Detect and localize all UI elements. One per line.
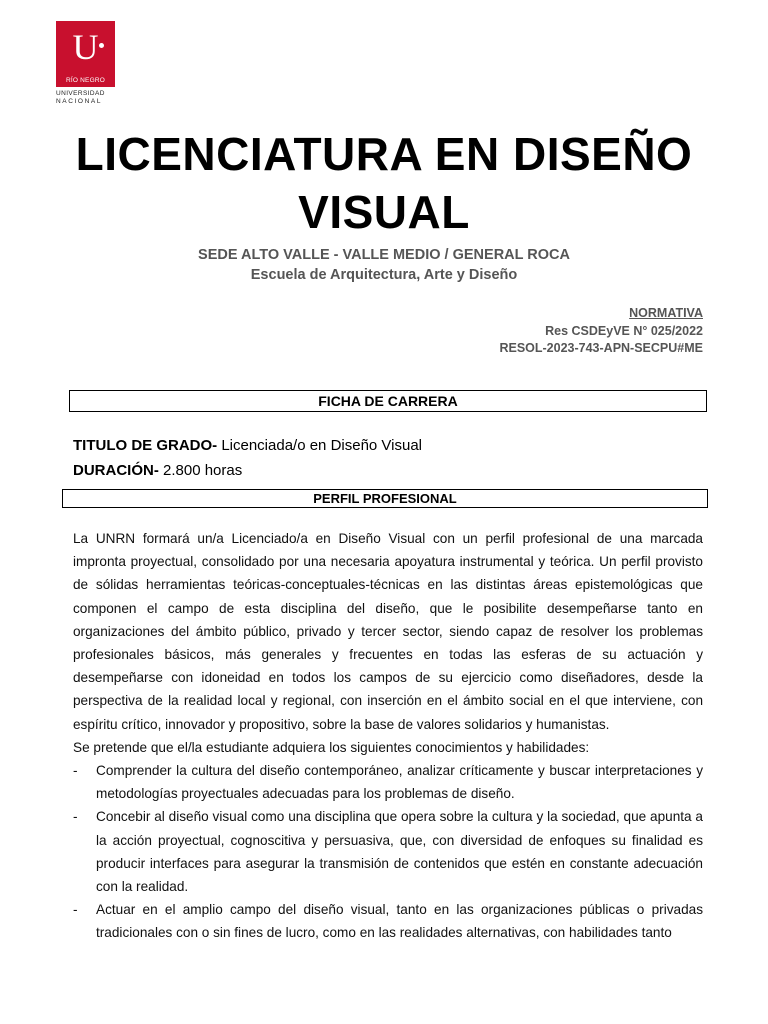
titulo-label: TITULO DE GRADO- [73,437,218,454]
perfil-body [73,527,703,945]
logo-nacional: NACIONAL [56,98,103,105]
bullet-marker: - [73,763,78,779]
list-item [73,805,703,898]
escuela-subtitle: Escuela de Arquitectura, Arte y Diseño [250,267,518,283]
perfil-profesional-heading: PERFIL PROFESIONAL [62,489,708,508]
logo-letter: U [72,27,99,67]
bullet-marker: - [73,809,78,825]
list-item-text: Comprender la cultura del diseño contemporáneo, analizar críticamente y buscar interpretaciones y metodologías proyectuales adecuadas para los problemas de diseño. [96,763,703,802]
titulo-de-grado [73,437,422,454]
ficha-de-carrera-heading: FICHA DE CARRERA [69,390,707,412]
normativa-resolution-1: Res CSDEyVE N° 025/2022 [545,324,703,338]
page-title: LICENCIATURA EN DISEÑO VISUAL [75,128,693,238]
bullet-marker: - [73,902,78,918]
list-item [73,898,703,944]
perfil-intro: Se pretende que el/la estudiante adquiera los siguientes conocimientos y habilidades: [73,739,590,755]
list-item-text: Actuar en el amplio campo del diseño visual, tanto en las organizaciones públicas o privadas tradicionales con o sin fines de lucro, como en las realidades alternativas, con habilidades tanto [96,902,703,941]
perfil-paragraph: La UNRN formará un/a Licenciado/a en Diseño Visual con un perfil profesional de una marcada impronta proyectual, consolidado por una necesaria apoyatura instrumental y teórica. Un perfil provisto de sólidas herramientas teóricas-conceptuales-técnicas en las distintas áreas epistemológicas que componen el campo de esta disciplina del diseño, que le posibilite desempeñarse tanto en organizaciones del ámbito público, privado y tercer sector, siendo capaz de resolver los problemas profesionales básicos, más generales y frecuentes en todas las esferas de su actuación y desempeñarse con idoneidad en todos los campos de su ejercicio como diseñadores, desde la perspectiva de la realidad local y regional, con inserción en el ámbito social en el que interviene, con espíritu crítico, innovador y propositivo, sobre la base de valores solidarios y humanistas. [73,531,703,732]
logo-mark [56,21,115,87]
skills-list [73,759,703,945]
titulo-value: Licenciada/o en Diseño Visual [217,437,423,454]
list-item [73,759,703,805]
normativa-heading: NORMATIVA [629,306,703,320]
list-item-text: Concebir al diseño visual como una disciplina que opera sobre la cultura y la sociedad, que apunta a la acción proyectual, cognoscitiva y persuasiva, que, con diversidad de enfoques su finalidad es producir interfaces para asegurar la transmisión de contenidos que estén en constante adecuación con la realidad. [96,809,703,895]
duracion-value: 2.800 horas [158,462,243,479]
logo-rio-negro: RÍO NEGRO [66,77,105,84]
logo-dot-icon [99,43,104,48]
duracion-label: DURACIÓN- [73,462,159,479]
normativa-resolution-2: RESOL-2023-743-APN-SECPU#ME [499,341,703,355]
duracion [73,462,242,479]
university-logo [56,21,116,106]
sede-subtitle: SEDE ALTO VALLE - VALLE MEDIO / GENERAL ROCA [198,247,570,263]
logo-universidad: UNIVERSIDAD [56,90,105,97]
